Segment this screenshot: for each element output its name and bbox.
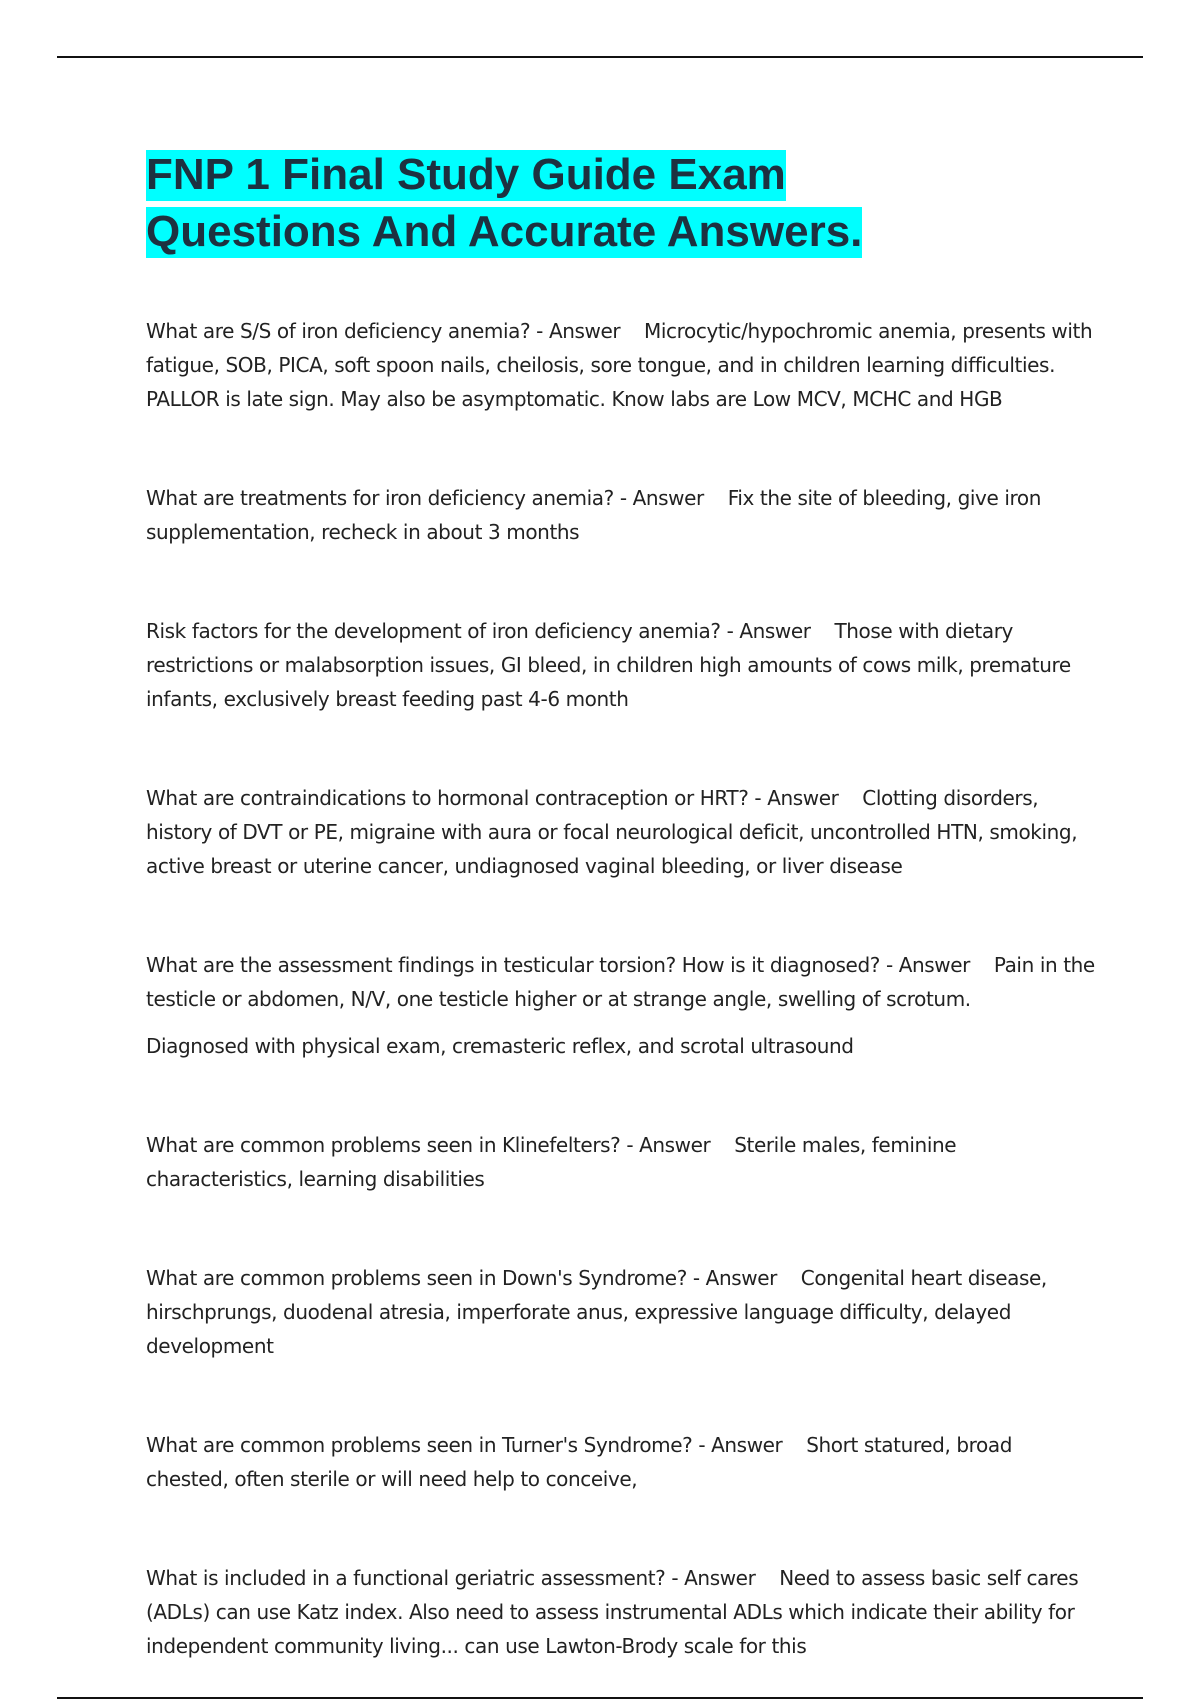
qa-item	[146, 1261, 1096, 1363]
answer-text: Short statured, broad chested, often sterile or will need help to conceive,	[146, 1433, 1013, 1491]
qa-item	[146, 614, 1096, 716]
question-text: What is included in a functional geriatric assessment?	[146, 1566, 666, 1590]
answer-text: Sterile males, feminine characteristics, learning disabilities	[146, 1133, 957, 1191]
question-text: What are common problems seen in Down's Syndrome?	[146, 1266, 687, 1290]
answer-text: Need to assess basic self cares (ADLs) can use Katz index. Also need to assess instrumental ADLs which indicate their ability for independent community living... can use Lawton-Brody scale for this	[146, 1566, 1079, 1658]
answer-separator: - Answer	[879, 953, 994, 977]
answer-text: Fix the site of bleeding, give iron supplementation, recheck in about 3 months	[146, 486, 1041, 544]
answer-text: Congenital heart disease, hirschprungs, duodenal atresia, imperforate anus, expressive language difficulty, delayed development	[146, 1266, 1047, 1358]
top-horizontal-rule	[57, 56, 1143, 58]
qa-item	[146, 314, 1096, 416]
question-text: What are common problems seen in Klinefelters?	[146, 1133, 621, 1157]
qa-item	[146, 1128, 1096, 1196]
question-text: What are common problems seen in Turner's Syndrome?	[146, 1433, 693, 1457]
bottom-horizontal-rule	[57, 1697, 1143, 1699]
answer-text: Microcytic/hypochromic anemia, presents with fatigue, SOB, PICA, soft spoon nails, cheilosis, sore tongue, and in children learning difficulties. PALLOR is late sign. May also be asymptomatic. Know labs are Low MCV, MCHC and HGB	[146, 319, 1093, 411]
answer-separator: - Answer	[748, 786, 863, 810]
answer-separator: - Answer	[665, 1566, 780, 1590]
answer-separator: - Answer	[720, 619, 835, 643]
qa-item	[146, 1428, 1096, 1496]
qa-item	[146, 1561, 1096, 1663]
qa-item-continuation: Diagnosed with physical exam, cremasteric reflex, and scrotal ultrasound	[146, 1034, 854, 1058]
answer-text: Pain in the testicle or abdomen, N/V, one testicle higher or at strange angle, swelling of scrotum.	[146, 953, 1095, 1011]
answer-separator: - Answer	[692, 1433, 807, 1457]
answer-text: Those with dietary restrictions or malabsorption issues, GI bleed, in children high amounts of cows milk, premature infants, exclusively breast feeding past 4-6 month	[146, 619, 1071, 711]
question-text: What are the assessment findings in testicular torsion? How is it diagnosed?	[146, 953, 880, 977]
question-text: What are S/S of iron deficiency anemia?	[146, 319, 531, 343]
answer-separator: - Answer	[530, 319, 645, 343]
document-body	[146, 146, 1096, 1663]
answer-separator: - Answer	[686, 1266, 801, 1290]
document-title-text: FNP 1 Final Study Guide Exam Questions And Accurate Answers.	[146, 150, 863, 256]
question-text: What are contraindications to hormonal contraception or HRT?	[146, 786, 749, 810]
qa-item	[146, 781, 1096, 883]
qa-item	[146, 948, 1096, 1016]
answer-separator: - Answer	[613, 486, 728, 510]
qa-item	[146, 481, 1096, 549]
answer-text: Clotting disorders, history of DVT or PE, migraine with aura or focal neurological deficit, uncontrolled HTN, smoking, active breast or uterine cancer, undiagnosed vaginal bleeding, or liver disease	[146, 786, 1078, 878]
document-title	[146, 146, 976, 260]
question-text: Risk factors for the development of iron deficiency anemia?	[146, 619, 721, 643]
answer-separator: - Answer	[620, 1133, 735, 1157]
question-text: What are treatments for iron deficiency anemia?	[146, 486, 614, 510]
